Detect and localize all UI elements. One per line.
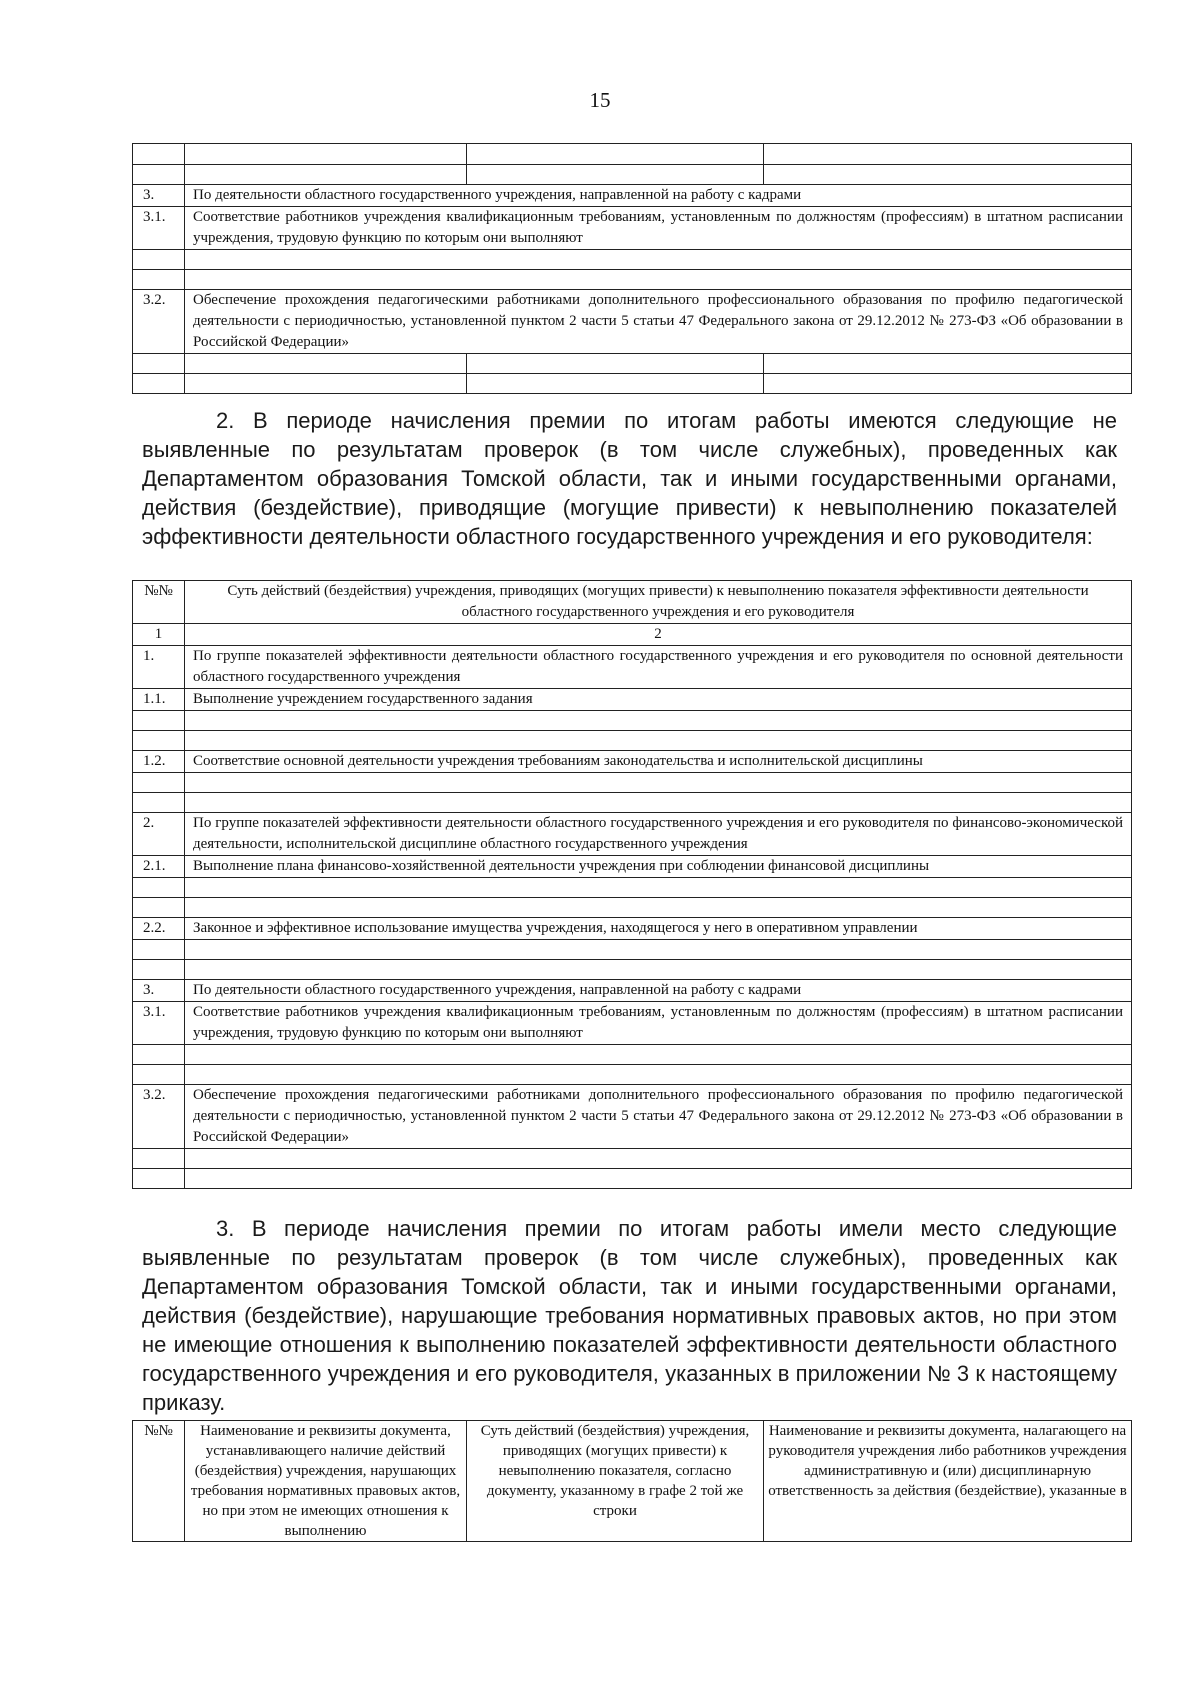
row-text bbox=[185, 1169, 1132, 1189]
row-number bbox=[133, 1169, 185, 1189]
row-number bbox=[133, 1045, 185, 1065]
table-cell bbox=[764, 374, 1132, 394]
row-number: 3.1. bbox=[133, 1002, 185, 1045]
table-row bbox=[133, 813, 1132, 856]
row-number: 2. bbox=[133, 813, 185, 856]
table-row bbox=[133, 878, 1132, 898]
row-number bbox=[133, 270, 185, 290]
column-number-row bbox=[133, 624, 1132, 646]
table-row bbox=[133, 1045, 1132, 1065]
table-row bbox=[133, 711, 1132, 731]
column-header-document: Наименование и реквизиты документа, устанавливающего наличие действий (бездействия) учреждения, нарушающих требования нормативных правовых актов, но при этом не имеющих отношения к выполнению bbox=[185, 1421, 467, 1542]
row-text bbox=[185, 1065, 1132, 1085]
row-text bbox=[185, 793, 1132, 813]
table-row bbox=[133, 290, 1132, 354]
actions-table bbox=[132, 580, 1132, 1189]
table-row bbox=[133, 980, 1132, 1002]
row-number bbox=[133, 773, 185, 793]
page-number: 15 bbox=[589, 88, 611, 112]
table-row bbox=[133, 689, 1132, 711]
row-text bbox=[185, 1149, 1132, 1169]
row-text bbox=[185, 898, 1132, 918]
row-number bbox=[133, 878, 185, 898]
table-row bbox=[133, 250, 1132, 270]
row-number: 1.1. bbox=[133, 689, 185, 711]
table-row bbox=[133, 144, 1132, 165]
row-number: 3. bbox=[133, 185, 185, 207]
table-cell bbox=[764, 144, 1132, 165]
row-number bbox=[133, 731, 185, 751]
row-text bbox=[185, 940, 1132, 960]
row-text bbox=[185, 1045, 1132, 1065]
row-number bbox=[133, 793, 185, 813]
row-number: 3.2. bbox=[133, 1085, 185, 1149]
row-text bbox=[185, 270, 1132, 290]
row-text: По группе показателей эффективности деятельности областного государственного учреждения и его руководителя по финансово-экономической деятельности, исполнительской дисциплине областного государственного учреждения bbox=[185, 813, 1132, 856]
row-number bbox=[133, 711, 185, 731]
table-row bbox=[133, 751, 1132, 773]
table-row bbox=[133, 856, 1132, 878]
row-text: Обеспечение прохождения педагогическими работниками дополнительного профессионального образования по профилю педагогической деятельности с периодичностью, установленной пунктом 2 части 5 статьи 47 Федерального закона от 29.12.2012 № 273-ФЗ «Об образовании в Российской Федерации» bbox=[185, 290, 1132, 354]
row-text bbox=[185, 960, 1132, 980]
table-row bbox=[133, 960, 1132, 980]
row-number bbox=[133, 144, 185, 165]
row-number: 2.2. bbox=[133, 918, 185, 940]
column-header-essence: Суть действий (бездействия) учреждения, приводящих (могущих привести) к невыполнению показателя, согласно документу, указанному в графе 2 той же строки bbox=[467, 1421, 764, 1542]
row-text: По деятельности областного государственного учреждения, направленной на работу с кадрами bbox=[185, 980, 1132, 1002]
table-cell bbox=[764, 354, 1132, 374]
row-number: 3.1. bbox=[133, 207, 185, 250]
paragraph-2: 2. В периоде начисления премии по итогам работы имеются следующие не выявленные по результатам проверок (в том числе служебных), проведенных как Департаментом образования Томской области, так и иными государственными органами, действия (бездействие), приводящие (могущие привести) к невыполнению показателей эффективности деятельности областного государственного учреждения и его руководителя: bbox=[142, 408, 1117, 549]
table-cell bbox=[185, 165, 467, 185]
table-row bbox=[133, 207, 1132, 250]
row-text bbox=[185, 878, 1132, 898]
row-text bbox=[185, 711, 1132, 731]
row-number: 3. bbox=[133, 980, 185, 1002]
row-number bbox=[133, 898, 185, 918]
column-header-liability-document: Наименование и реквизиты документа, налагающего на руководителя учреждения либо работников учреждения административную и (или) дисциплинарную ответственность за действия (бездействие), указанные в bbox=[764, 1421, 1132, 1542]
row-text bbox=[185, 250, 1132, 270]
table-cell bbox=[467, 374, 764, 394]
column-header-number: №№ bbox=[133, 1421, 185, 1542]
row-number: 2.1. bbox=[133, 856, 185, 878]
row-number bbox=[133, 354, 185, 374]
table-row bbox=[133, 773, 1132, 793]
column-header-essence: Суть действий (бездействия) учреждения, приводящих (могущих привести) к невыполнению показателя эффективности деятельности областного государственного учреждения и его руководителя bbox=[185, 581, 1132, 624]
continuation-table bbox=[132, 143, 1132, 394]
violations-table bbox=[132, 1420, 1132, 1542]
table-header-row bbox=[133, 1421, 1132, 1542]
row-number bbox=[133, 250, 185, 270]
table-row bbox=[133, 1149, 1132, 1169]
table-cell bbox=[185, 354, 467, 374]
table-cell bbox=[185, 144, 467, 165]
row-text: Выполнение плана финансово-хозяйственной деятельности учреждения при соблюдении финансовой дисциплины bbox=[185, 856, 1132, 878]
row-text: Соответствие работников учреждения квалификационным требованиям, установленным по должностям (профессиям) в штатном расписании учреждения, трудовую функцию по которым они выполняют bbox=[185, 207, 1132, 250]
table-cell bbox=[467, 165, 764, 185]
row-number bbox=[133, 1149, 185, 1169]
column-number: 1 bbox=[133, 624, 185, 646]
table-row bbox=[133, 898, 1132, 918]
table-cell bbox=[467, 144, 764, 165]
table-row bbox=[133, 918, 1132, 940]
table-row bbox=[133, 270, 1132, 290]
column-number: 2 bbox=[185, 624, 1132, 646]
table-row bbox=[133, 1169, 1132, 1189]
row-text: Обеспечение прохождения педагогическими работниками дополнительного профессионального образования по профилю педагогической деятельности с периодичностью, установленной пунктом 2 части 5 статьи 47 Федерального закона от 29.12.2012 № 273-ФЗ «Об образовании в Российской Федерации» bbox=[185, 1085, 1132, 1149]
row-text: По деятельности областного государственного учреждения, направленной на работу с кадрами bbox=[185, 185, 1132, 207]
table-row bbox=[133, 646, 1132, 689]
table-row bbox=[133, 1085, 1132, 1149]
row-number bbox=[133, 165, 185, 185]
paragraph-3: 3. В периоде начисления премии по итогам работы имели место следующие выявленные по результатам проверок (в том числе служебных), проведенных как Департаментом образования Томской области, так и иными государственными органами, действия (бездействие), нарушающие требования нормативных правовых актов, но при этом не имеющие отношения к выполнению показателей эффективности деятельности областного государственного учреждения и его руководителя, указанных в приложении № 3 к настоящему приказу. bbox=[142, 1216, 1117, 1415]
row-text bbox=[185, 773, 1132, 793]
table-row bbox=[133, 165, 1132, 185]
row-text: Законное и эффективное использование имущества учреждения, находящегося у него в оперативном управлении bbox=[185, 918, 1132, 940]
row-text: Соответствие работников учреждения квалификационным требованиям, установленным по должностям (профессиям) в штатном расписании учреждения, трудовую функцию по которым они выполняют bbox=[185, 1002, 1132, 1045]
row-number bbox=[133, 960, 185, 980]
row-number: 1. bbox=[133, 646, 185, 689]
row-text: Выполнение учреждением государственного задания bbox=[185, 689, 1132, 711]
row-number: 1.2. bbox=[133, 751, 185, 773]
table-row bbox=[133, 940, 1132, 960]
table-cell bbox=[764, 165, 1132, 185]
table-row bbox=[133, 354, 1132, 374]
row-text: По группе показателей эффективности деятельности областного государственного учреждения и его руководителя по основной деятельности областного государственного учреждения bbox=[185, 646, 1132, 689]
table-row bbox=[133, 185, 1132, 207]
table-cell bbox=[467, 354, 764, 374]
column-header-number: №№ bbox=[133, 581, 185, 624]
row-number: 3.2. bbox=[133, 290, 185, 354]
table-row bbox=[133, 1065, 1132, 1085]
table-header-row bbox=[133, 581, 1132, 624]
row-number bbox=[133, 940, 185, 960]
table-row bbox=[133, 731, 1132, 751]
row-number bbox=[133, 1065, 185, 1085]
row-number bbox=[133, 374, 185, 394]
table-row bbox=[133, 374, 1132, 394]
row-text: Соответствие основной деятельности учреждения требованиям законодательства и исполнительской дисциплины bbox=[185, 751, 1132, 773]
table-row bbox=[133, 1002, 1132, 1045]
table-cell bbox=[185, 374, 467, 394]
table-row bbox=[133, 793, 1132, 813]
row-text bbox=[185, 731, 1132, 751]
